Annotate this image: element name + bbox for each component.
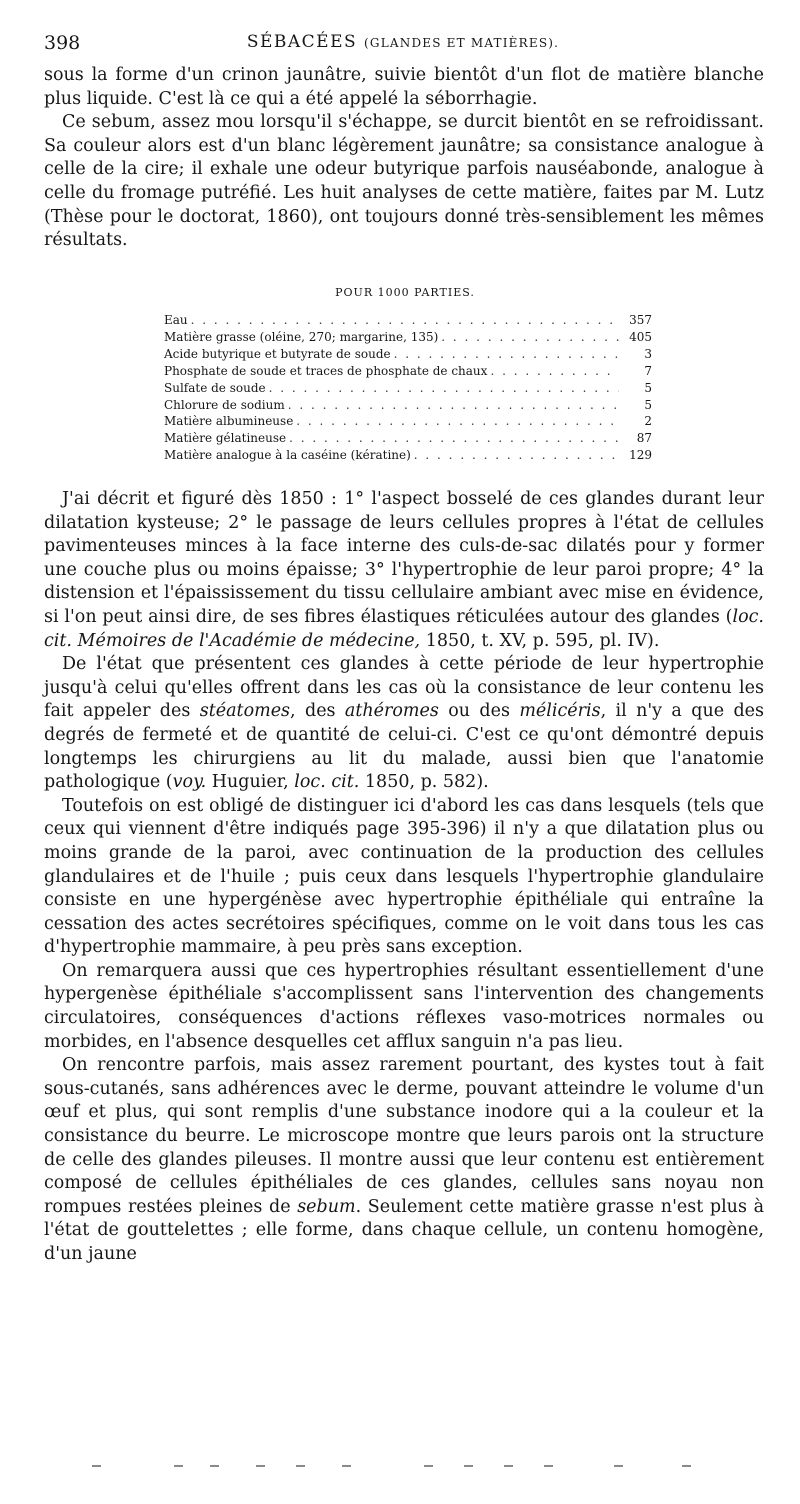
p4-text-a: De l'état que présentent ces glandes à cette période de leur hypertrophie jusqu'à celui qu'elles offrent dans les cas où la consistance de leur contenu les fait appeler des <box>44 654 764 722</box>
table-row <box>164 363 652 380</box>
p3-text-start: J'ai décrit et figuré dès 1850 : 1° l'aspect bosselé de ces glandes durant leur dilatation kysteuse; 2° le passage de leurs cellules propres à l'état de cellules pavimenteuses minces à la face interne des culs-de-sac dilatés pour y former une couche plus ou moins épaisse; 3° l'hypertrophie de leur paroi propre; 4° la distension et l'épaississement du tissu cellulaire ambiant avec mise en évidence, si l'on peut ainsi dire, de ses fibres élastiques réticulées autour des glandes ( <box>44 489 764 627</box>
leader-dots <box>296 413 619 430</box>
paragraph-tumor-types <box>44 653 764 795</box>
p3-reference: loc. cit. Mémoires de l'Académie de médecine, <box>44 606 764 651</box>
term-sebum: sebum <box>297 1196 356 1217</box>
row-label: Acide butyrique et butyrate de soude <box>164 346 391 361</box>
row-label: Phosphate de soude et traces de phosphate de chaux <box>164 363 488 378</box>
row-value: 3 <box>644 346 652 361</box>
table-row <box>164 413 652 430</box>
row-label: Matière gélatineuse <box>164 431 287 446</box>
p4-text-d: , il n'y a que des degrés de fermeté et de quantité de celui-ci. C'est ce qu'ont démontré depuis longtemps les chirurgiens au lit du malade, aussi bien que l'anatomie pathologique ( <box>44 701 764 793</box>
leader-dots <box>414 447 619 464</box>
running-title-main: SÉBACÉES <box>246 32 358 52</box>
paragraph-continuation: sous la forme d'un crinon jaunâtre, suivie bientôt d'un flot de matière blanche plus liquide. C'est là ce qui a été appelé la séborrhagie. <box>44 65 764 109</box>
row-value: 87 <box>636 431 652 446</box>
table-row <box>164 329 652 346</box>
row-label: Sulfate de soude <box>164 380 266 395</box>
paragraph-distinction: Toutefois on est obligé de distinguer ici d'abord les cas dans lesquels (tels que ceux qui viennent d'être indiqués page 395-396) il n'y a que dilatation plus ou moins grande de la paroi, avec continuation de la production des cellules glandulaires et de l'huile ; puis ceux dans lesquels l'hypertrophie glandulaire consiste en une hypergénèse avec hypertrophie épithéliale qui entraîne la cessation des actes secrétoires spécifiques, comme on le voit dans tous les cas d'hypertrophie mammaire, à peu près sans exception. <box>44 795 764 958</box>
leader-dots <box>288 397 619 414</box>
row-value: 129 <box>629 448 652 463</box>
main-text <box>44 488 764 1267</box>
leader-dots <box>441 329 619 346</box>
row-label: Eau <box>164 313 188 327</box>
table-row <box>164 346 652 363</box>
row-value: 7 <box>644 363 652 378</box>
p4-loc-cit: loc. cit. <box>294 772 360 793</box>
table-row <box>164 430 652 447</box>
row-value: 5 <box>644 380 652 395</box>
table-row <box>164 447 652 464</box>
row-label: Matière grasse (oléine, 270; margarine, 135) <box>164 329 439 344</box>
running-title-subtitle: (GLANDES ET MATIÈRES). <box>364 36 560 50</box>
paragraph-kystes <box>44 1054 764 1266</box>
intro-text <box>44 64 764 253</box>
row-label: Chlorure de sodium <box>164 397 285 412</box>
page-header <box>44 32 762 56</box>
term-atheromes: athéromes <box>344 701 439 722</box>
scan-noise-dots <box>92 1465 692 1471</box>
running-title <box>44 32 762 52</box>
leader-dots <box>394 346 619 363</box>
p7-text-start: On rencontre parfois, mais assez rarement pourtant, des kystes tout à fait sous-cutanés, sans adhérences avec le derme, pouvant atteindre le volume d'un œuf et plus, qui sont remplis d'une substance inodore qui a la couleur et la consistance du beurre. Le microscope montre que leurs parois ont la structure de celle des glandes pileuses. Il montre aussi que leur contenu est entièrement composé de cellules épithéliales de ces glandes, cellules sans noyau non rompues restées pleines de <box>44 1055 764 1217</box>
table-heading: POUR 1000 PARTIES. <box>335 286 475 299</box>
paragraph-hypergenese: On remarquera aussi que ces hypertrophies résultant essentiellement d'une hypergenèse épithéliale s'accomplissent sans l'intervention des changements circulatoires, conséquences d'actions réflexes vaso-motrices normales ou morbides, en l'absence desquelles cet afflux sanguin n'a pas lieu. <box>44 960 764 1052</box>
term-meliceris: mélicéris <box>519 701 601 722</box>
p7-text-end: . Seulement cette matière grasse n'est plus à l'état de gouttelettes ; elle forme, dans chaque cellule, un contenu homogène, d'un jaune <box>44 1196 765 1264</box>
analysis-table <box>164 312 652 464</box>
p4-text-e: Huguier, <box>206 772 295 793</box>
leader-dots <box>289 430 619 447</box>
leader-dots <box>490 363 619 380</box>
row-label: Matière albumineuse <box>164 414 294 429</box>
p4-text-c: ou des <box>438 701 520 722</box>
p3-text-end: 1850, t. XV, p. 595, pl. IV). <box>420 630 660 651</box>
row-label: Matière analogue à la caséine (kératine) <box>164 448 411 463</box>
leader-dots <box>269 380 619 397</box>
page-number: 398 <box>44 32 81 54</box>
p4-voy: voy. <box>172 772 207 793</box>
row-value: 405 <box>629 329 652 344</box>
paragraph-description <box>44 488 764 653</box>
row-value: 2 <box>644 414 652 429</box>
p4-text-f: 1850, p. 582). <box>359 772 489 793</box>
table-row <box>164 312 652 329</box>
table-row <box>164 397 652 414</box>
leader-dots <box>191 312 619 329</box>
term-steatomes: stéatomes <box>199 701 291 722</box>
row-value: 357 <box>629 313 652 327</box>
paragraph-sebum: Ce sebum, assez mou lorsqu'il s'échappe, se durcit bientôt en se refroidissant. Sa couleur alors est d'un blanc légèrement jaunâtre; sa consistance analogue à celle de la cire; il exhale une odeur butyrique parfois nauséabonde, analogue à celle du fromage putréfié. Les huit analyses de cette matière, faites par M. Lutz (Thèse pour le doctorat, 1860), ont toujours donné très-sensiblement les mêmes résultats. <box>44 112 764 251</box>
p4-text-b: , des <box>290 701 345 722</box>
table-row <box>164 380 652 397</box>
row-value: 5 <box>644 397 652 412</box>
